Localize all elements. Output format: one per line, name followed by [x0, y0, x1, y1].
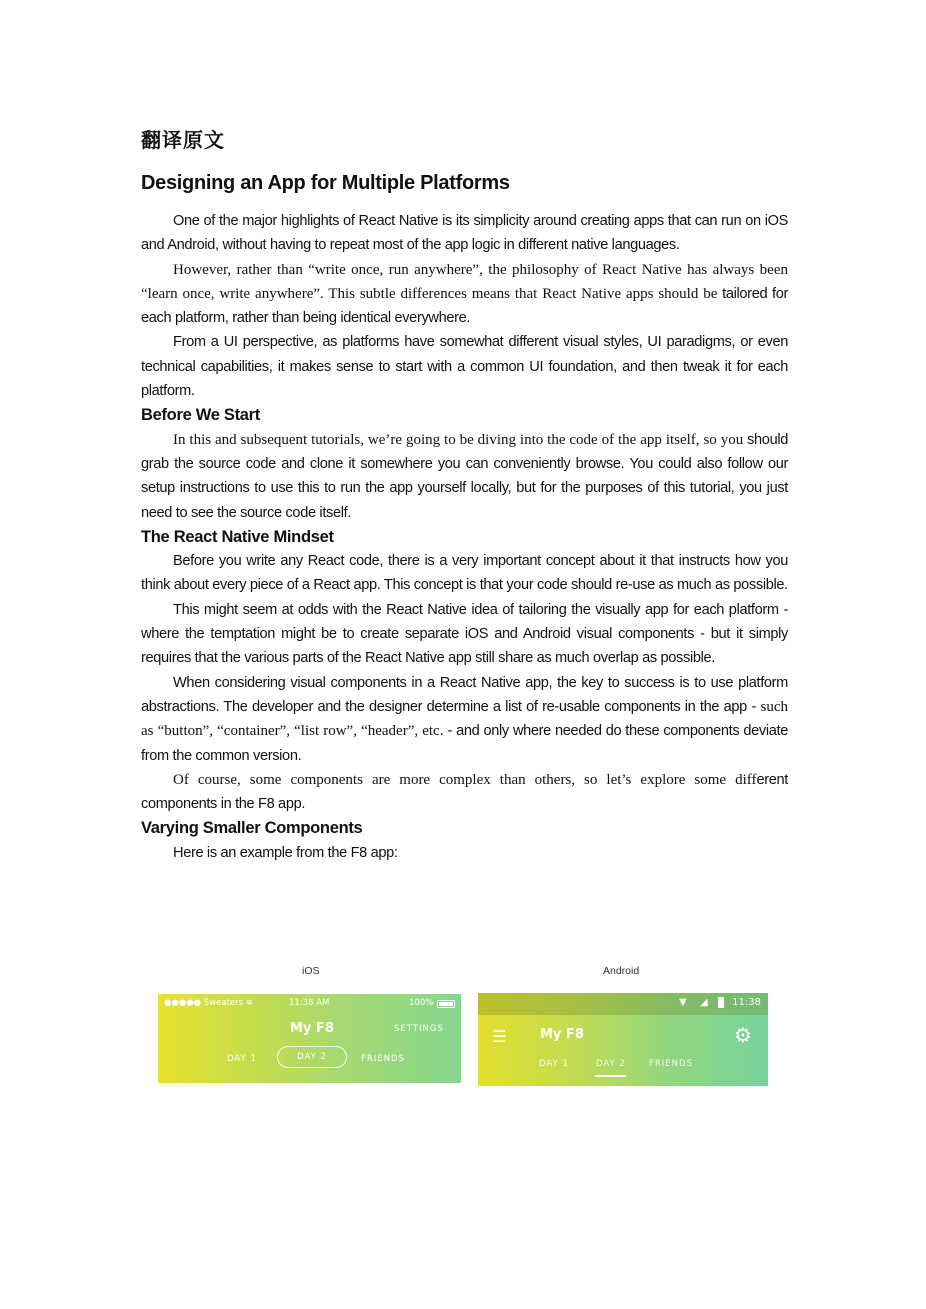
wifi-icon: ≋	[245, 998, 253, 1008]
battery-icon	[718, 997, 724, 1008]
ios-carrier	[164, 998, 253, 1008]
paragraph-4	[141, 428, 788, 525]
chinese-heading: 翻译原文	[141, 128, 225, 152]
heading-varying-smaller-components: Varying Smaller Components	[141, 819, 363, 838]
paragraph-7	[141, 671, 788, 768]
paragraph-6: This might seem at odds with the React Native idea of tailoring the visually app for each platform - where the temptation might be to create separate iOS and Android visual components - but it simply requires that the various parts of the React Native app still share as much overlap as possible.	[141, 601, 788, 667]
active-tab-indicator	[595, 1075, 626, 1077]
paragraph-8-serif: Of course, some components are more complex than others, so let’s explore some diff	[173, 771, 757, 788]
paragraph-4-sans: should grab the source code and clone it somewhere you can conveniently browse. You could also follow our setup instructions to use this to run the app yourself locally, but for the purposes of this tutorial, you just need to see the source code itself.	[141, 431, 788, 521]
battery-icon	[437, 1000, 455, 1008]
ios-carrier-text: ●●●●● Sweaters	[164, 998, 244, 1008]
ios-settings-button[interactable]: SETTINGS	[394, 1024, 444, 1034]
ios-header-screenshot	[158, 994, 461, 1083]
android-app-title: My F8	[540, 1027, 584, 1042]
paragraph-8-sans: erent components in the F8 app.	[141, 771, 788, 813]
android-status-time: 11:38	[732, 997, 761, 1008]
android-status-bar	[478, 993, 768, 1015]
ios-status-time: 11:38 AM	[289, 998, 330, 1008]
ios-caption: iOS	[302, 965, 320, 977]
heading-react-native-mindset: The React Native Mindset	[141, 527, 334, 546]
paragraph-7-start: When considering visual components in a React Native app, the key to success is to use platform abstractions. The developer and the designer determine a list of re-usable components in the app -	[141, 674, 788, 715]
ios-battery-text: 100%	[409, 998, 434, 1008]
paragraph-1: One of the major highlights of React Native is its simplicity around creating apps that can run on iOS and Android, without having to repeat most of the app logic in different native languages.	[141, 213, 788, 254]
menu-icon[interactable]: ☰	[492, 1027, 507, 1046]
ios-tab-day-2[interactable]: DAY 2	[277, 1046, 347, 1068]
android-tab-day-2[interactable]: DAY 2	[596, 1059, 626, 1069]
ios-tab-friends[interactable]: FRIENDS	[361, 1054, 405, 1064]
heading-before-we-start: Before We Start	[141, 406, 260, 425]
article-title: Designing an App for Multiple Platforms	[141, 172, 510, 194]
signal-icon: ◢	[700, 997, 708, 1008]
android-caption: Android	[603, 965, 640, 977]
article-body	[141, 209, 788, 865]
ios-app-title: My F8	[290, 1021, 334, 1036]
paragraph-2-sans: tailored for each platform, rather than being identical everywhere.	[141, 285, 788, 327]
paragraph-7-end: - and only where needed do these components deviate from the common version.	[141, 723, 789, 764]
android-header-screenshot	[478, 993, 768, 1086]
paragraph-3: From a UI perspective, as platforms have somewhat different visual styles, UI paradigms, or even technical capabilities, it makes sense to start with a common UI foundation, and then tweak it for each platform.	[141, 334, 788, 400]
wifi-icon: ▼	[679, 997, 687, 1008]
paragraph-8	[141, 768, 788, 817]
paragraph-7-examples: such as “button”, “container”, “list row”, “header”, etc.	[141, 698, 788, 740]
paragraph-9: Here is an example from the F8 app:	[173, 844, 398, 861]
gear-icon[interactable]: ⚙	[734, 1023, 752, 1047]
paragraph-4-serif: In this and subsequent tutorials, we’re going to be diving into the code of the app itself, so you	[173, 431, 744, 448]
paragraph-2-serif: However, rather than “write once, run anywhere”, the philosophy of React Native has always been “learn once, write anywhere”. This subtle differences means that React Native apps should be	[141, 261, 788, 302]
android-tab-day-1[interactable]: DAY 1	[539, 1059, 569, 1069]
paragraph-5: Before you write any React code, there is a very important concept about it that instructs how you think about every piece of a React app. This concept is that your code should re-use as much as possible.	[141, 553, 788, 594]
android-tab-friends[interactable]: FRIENDS	[649, 1059, 693, 1069]
paragraph-2	[141, 258, 788, 331]
ios-tab-day-1[interactable]: DAY 1	[227, 1054, 257, 1064]
